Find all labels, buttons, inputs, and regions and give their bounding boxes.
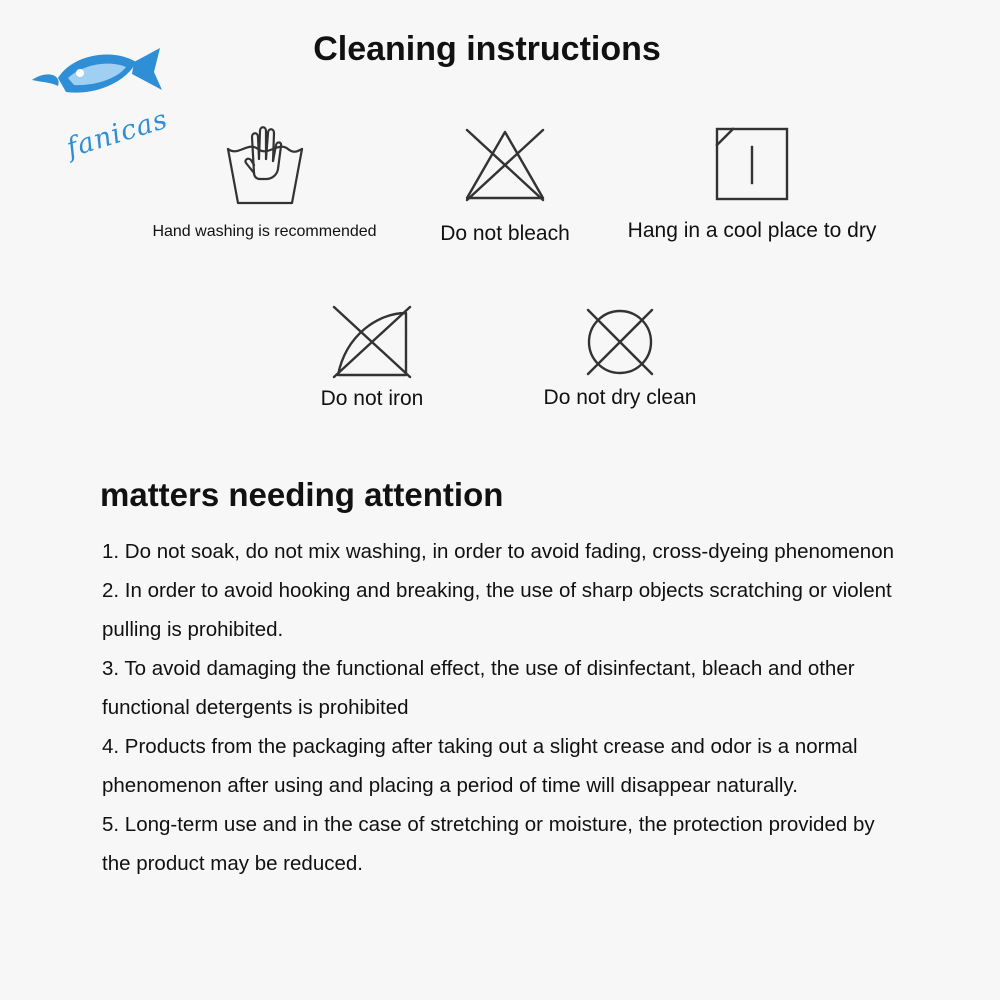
attention-list [102,532,902,883]
attention-item: 5. Long-term use and in the case of stretching or moisture, the protection provided by the product may be reduced. [102,813,875,875]
attention-item: 1. Do not soak, do not mix washing, in order to avoid fading, cross-dyeing phenomenon [102,540,894,563]
no-iron-icon [332,305,412,379]
care-label: Hang in a cool place to dry [627,219,877,242]
attention-item: 2. In order to avoid hooking and breaking, the use of sharp objects scratching or violent pulling is prohibited. [102,579,892,641]
care-label: Hand washing is recommended [152,223,377,240]
care-item-hand-wash [142,123,387,241]
care-label: Do not iron [320,387,424,410]
attention-item: 3. To avoid damaging the functional effect, the use of disinfectant, bleach and other functional detergents is prohibited [102,657,855,719]
care-item-no-iron [302,305,442,411]
brand-name: fanicas [62,103,172,164]
care-item-no-dry-clean [530,306,710,410]
care-label: Do not bleach [440,222,570,245]
no-dry-clean-icon [584,306,656,378]
attention-item: 4. Products from the packaging after taking out a slight crease and odor is a normal phenomenon after using and placing a period of time will disappear naturally. [102,735,858,797]
dry-in-shade-icon [715,127,789,201]
no-bleach-icon [463,126,547,202]
page-title: Cleaning instructions [313,30,661,68]
attention-heading: matters needing attention [100,476,504,513]
hand-wash-icon [220,123,310,211]
care-item-dry-in-shade [612,127,892,243]
care-label: Do not dry clean [543,386,697,409]
care-item-no-bleach [420,126,590,246]
